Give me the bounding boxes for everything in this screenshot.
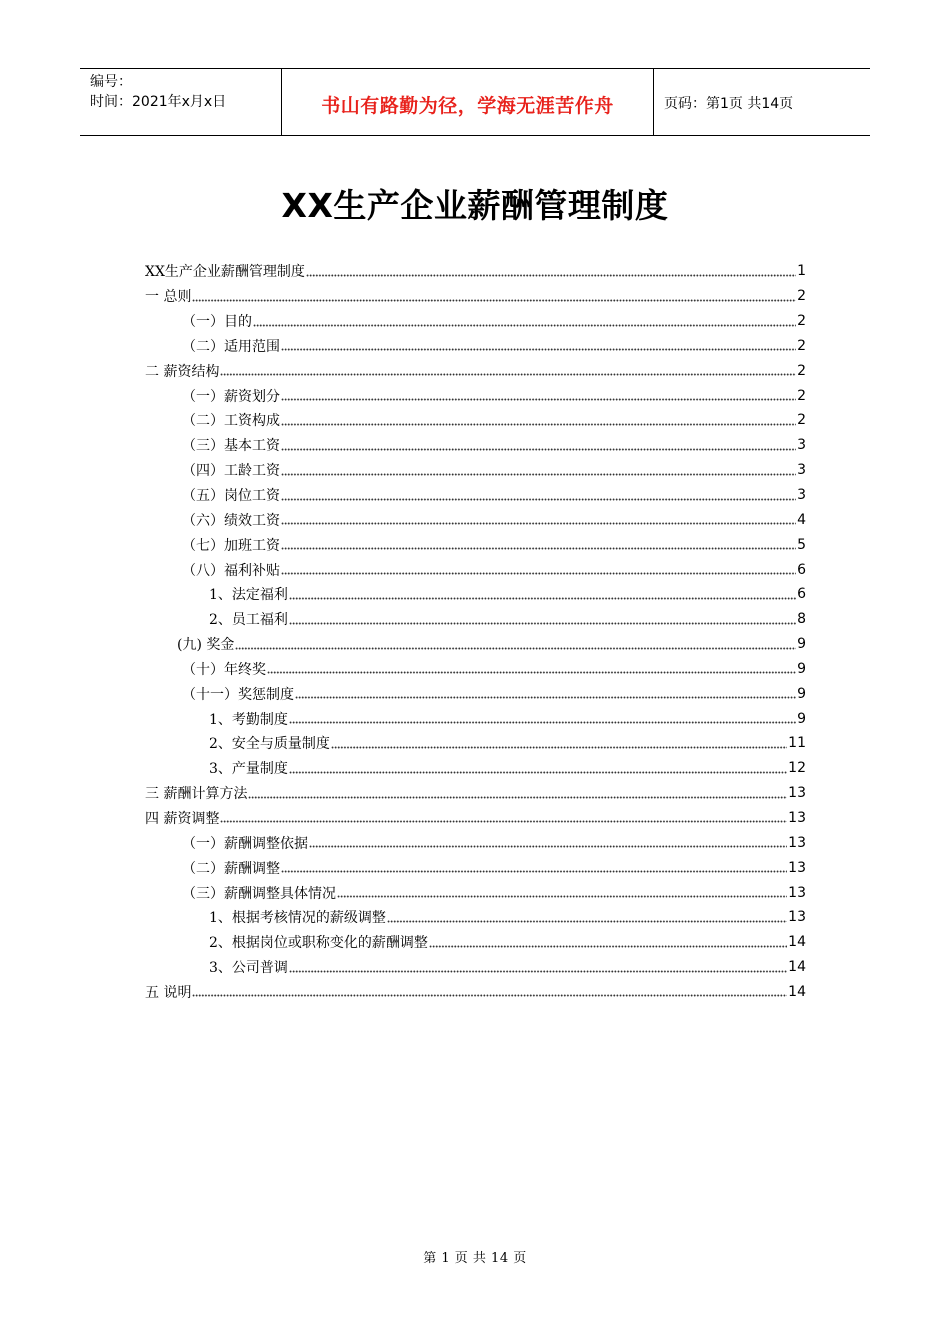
document-number-label: 编号： — [90, 74, 132, 90]
header-page-info: 页码：第1页 共14页 — [664, 96, 794, 112]
toc-dot-leader — [281, 495, 796, 503]
header-motto-cell — [281, 69, 654, 135]
toc-entry-page-number: 9 — [797, 660, 806, 677]
toc-entry[interactable] — [145, 781, 806, 806]
toc-entry[interactable] — [145, 532, 806, 557]
toc-dot-leader — [337, 893, 787, 901]
toc-entry-label: 2、安全与质量制度 — [209, 736, 330, 753]
toc-entry-label: （三）基本工资 — [182, 438, 280, 455]
toc-entry-label: 3、公司普调 — [209, 960, 288, 977]
toc-entry-label: （七）加班工资 — [182, 537, 280, 554]
toc-entry[interactable] — [145, 358, 806, 383]
toc-entry-page-number: 3 — [797, 487, 806, 504]
toc-entry-page-number: 14 — [788, 934, 806, 951]
toc-entry[interactable] — [145, 408, 806, 433]
document-title: XX生产企业薪酬管理制度 — [281, 186, 669, 225]
toc-entry[interactable] — [145, 383, 806, 408]
toc-entry[interactable] — [145, 309, 806, 334]
toc-entry-page-number: 1 — [797, 263, 806, 280]
toc-entry[interactable] — [145, 483, 806, 508]
toc-entry[interactable] — [145, 507, 806, 532]
toc-entry-page-number: 2 — [797, 313, 806, 330]
toc-entry-page-number: 14 — [788, 983, 806, 1000]
toc-dot-leader — [192, 296, 796, 304]
toc-entry-page-number: 2 — [797, 288, 806, 305]
toc-entry-label: （二）工资构成 — [182, 413, 280, 430]
toc-dot-leader — [235, 644, 796, 652]
toc-dot-leader — [429, 942, 787, 950]
toc-entry-page-number: 2 — [797, 337, 806, 354]
toc-entry-page-number: 13 — [788, 834, 806, 851]
toc-entry-label: XX生产企业薪酬管理制度 — [145, 264, 305, 281]
toc-dot-leader — [281, 545, 796, 553]
toc-entry[interactable] — [145, 458, 806, 483]
toc-dot-leader — [267, 669, 796, 677]
toc-entry-page-number: 9 — [797, 685, 806, 702]
toc-entry[interactable] — [145, 259, 806, 284]
toc-entry-label: （三）薪酬调整具体情况 — [182, 885, 336, 902]
toc-entry-label: （六）绩效工资 — [182, 512, 280, 529]
toc-entry[interactable] — [145, 706, 806, 731]
toc-entry-label: 2、员工福利 — [209, 612, 288, 629]
toc-entry-label: 一 总则 — [145, 289, 192, 306]
toc-entry-page-number: 13 — [788, 909, 806, 926]
toc-entry[interactable] — [145, 557, 806, 582]
toc-dot-leader — [281, 420, 796, 428]
header-page-cell — [654, 69, 870, 135]
toc-dot-leader — [220, 818, 787, 826]
toc-entry[interactable] — [145, 955, 806, 980]
toc-entry-page-number: 13 — [788, 785, 806, 802]
toc-entry-page-number: 6 — [797, 561, 806, 578]
toc-entry-page-number: 4 — [797, 511, 806, 528]
toc-entry-page-number: 14 — [788, 959, 806, 976]
toc-entry[interactable] — [145, 756, 806, 781]
header-meta-cell — [80, 69, 281, 135]
toc-entry-label: 2、根据岗位或职称变化的薪酬调整 — [209, 935, 428, 952]
toc-dot-leader — [281, 868, 787, 876]
toc-dot-leader — [281, 346, 796, 354]
toc-dot-leader — [306, 271, 796, 279]
toc-entry[interactable] — [145, 334, 806, 359]
toc-entry[interactable] — [145, 855, 806, 880]
toc-entry[interactable] — [145, 681, 806, 706]
toc-dot-leader — [281, 520, 796, 528]
toc-entry-page-number: 3 — [797, 437, 806, 454]
toc-entry-page-number: 13 — [788, 859, 806, 876]
toc-entry[interactable] — [145, 582, 806, 607]
toc-dot-leader — [281, 470, 796, 478]
toc-entry-page-number: 2 — [797, 362, 806, 379]
toc-entry-page-number: 3 — [797, 462, 806, 479]
toc-entry-page-number: 5 — [797, 536, 806, 553]
toc-entry[interactable] — [145, 632, 806, 657]
toc-entry-label: 五 说明 — [145, 984, 192, 1001]
toc-dot-leader — [331, 743, 787, 751]
toc-entry-label: 1、法定福利 — [209, 587, 288, 604]
toc-dot-leader — [248, 793, 787, 801]
toc-entry-label: （四）工龄工资 — [182, 463, 280, 480]
toc-entry-label: 二 薪资结构 — [145, 363, 220, 380]
toc-entry-page-number: 6 — [797, 586, 806, 603]
toc-entry-label: （十）年终奖 — [182, 661, 266, 678]
toc-entry-page-number: 8 — [797, 611, 806, 628]
toc-entry-label: （八）福利补贴 — [182, 562, 280, 579]
toc-dot-leader — [295, 694, 796, 702]
toc-entry-label: 三 薪酬计算方法 — [145, 786, 248, 803]
table-of-contents — [145, 259, 806, 1004]
toc-entry-label: 3、产量制度 — [209, 761, 288, 778]
toc-entry-page-number: 12 — [788, 760, 806, 777]
toc-entry-label: 1、考勤制度 — [209, 711, 288, 728]
toc-dot-leader — [281, 445, 796, 453]
toc-entry[interactable] — [145, 806, 806, 831]
toc-dot-leader — [289, 967, 787, 975]
document-date-label: 时间：2021年x月x日 — [90, 94, 227, 110]
toc-entry-label: （十一）奖惩制度 — [182, 686, 294, 703]
toc-dot-leader — [253, 321, 796, 329]
toc-dot-leader — [220, 371, 796, 379]
toc-dot-leader — [309, 843, 787, 851]
toc-entry-label: （一）薪资划分 — [182, 388, 280, 405]
toc-dot-leader — [289, 594, 796, 602]
toc-entry-page-number: 2 — [797, 387, 806, 404]
toc-dot-leader — [289, 719, 796, 727]
toc-entry-page-number: 2 — [797, 412, 806, 429]
toc-entry[interactable] — [145, 731, 806, 756]
toc-entry-label: （二）适用范围 — [182, 338, 280, 355]
toc-entry-label: （一）目的 — [182, 314, 252, 331]
page-footer: 第 1 页 共 14 页 — [423, 1251, 527, 1266]
toc-entry[interactable] — [145, 830, 806, 855]
toc-entry[interactable] — [145, 979, 806, 1004]
document-header — [80, 68, 870, 136]
toc-entry-page-number: 9 — [797, 710, 806, 727]
toc-entry[interactable] — [145, 880, 806, 905]
header-motto: 书山有路勤为径，学海无涯苦作舟 — [321, 94, 614, 117]
toc-entry[interactable] — [145, 930, 806, 955]
toc-entry-page-number: 13 — [788, 884, 806, 901]
toc-entry[interactable] — [145, 905, 806, 930]
toc-entry-label: （五）岗位工资 — [182, 488, 280, 505]
toc-entry-label: （二）薪酬调整 — [182, 860, 280, 877]
toc-dot-leader — [281, 570, 796, 578]
toc-entry-label: 1、根据考核情况的薪级调整 — [209, 910, 386, 927]
toc-entry-label: (九) 奖金 — [177, 637, 235, 654]
toc-entry[interactable] — [145, 607, 806, 632]
toc-entry-page-number: 13 — [788, 809, 806, 826]
toc-entry[interactable] — [145, 433, 806, 458]
toc-dot-leader — [387, 917, 787, 925]
toc-dot-leader — [281, 396, 796, 404]
toc-dot-leader — [289, 619, 796, 627]
toc-entry-page-number: 11 — [788, 735, 806, 752]
toc-entry-page-number: 9 — [797, 636, 806, 653]
toc-dot-leader — [289, 768, 787, 776]
toc-entry[interactable] — [145, 657, 806, 682]
toc-entry[interactable] — [145, 284, 806, 309]
toc-entry-label: 四 薪资调整 — [145, 810, 220, 827]
toc-entry-label: （一）薪酬调整依据 — [182, 835, 308, 852]
toc-dot-leader — [192, 992, 787, 1000]
